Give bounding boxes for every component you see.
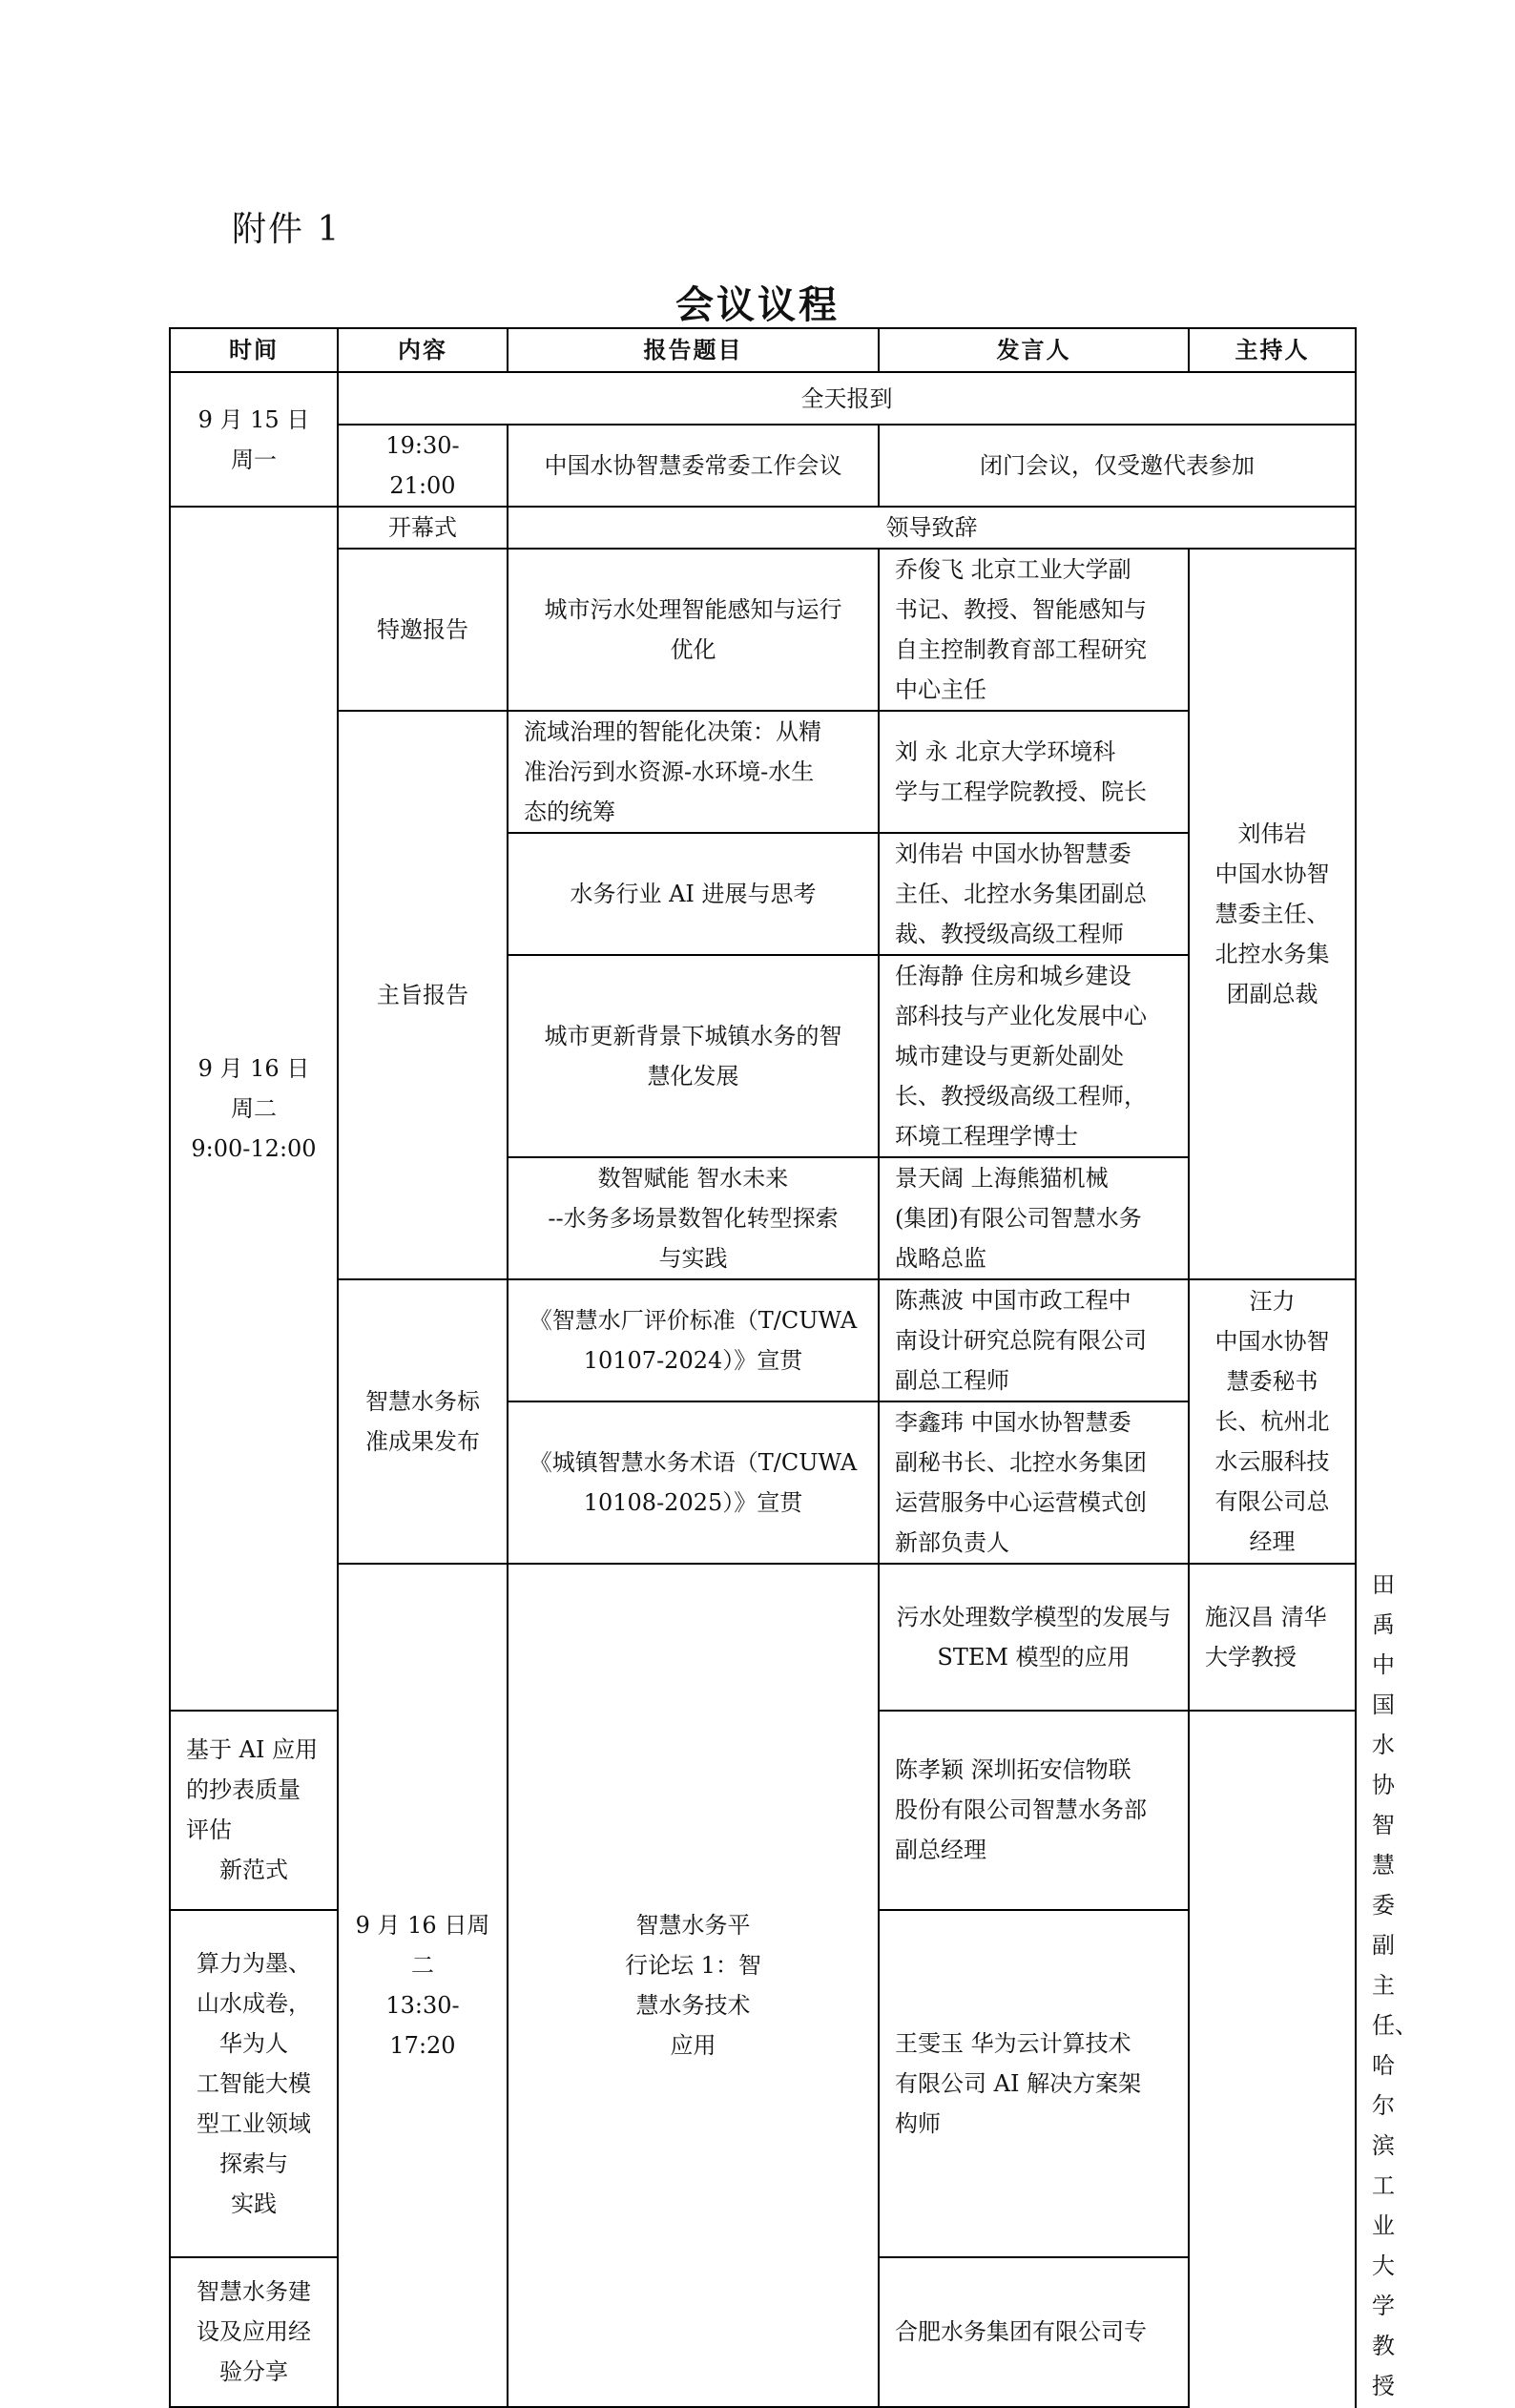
- topic-cell: [508, 833, 879, 955]
- speaker-cell: [879, 1910, 1189, 2257]
- speaker-line: 中心主任: [895, 676, 986, 703]
- topic-cell: [170, 1910, 338, 2257]
- speaker-line: 学与工程学院教授、院长: [895, 778, 1147, 805]
- topic-cell: [508, 1279, 879, 1401]
- speaker-line: 合肥水务集团有限公司专: [895, 2318, 1147, 2346]
- speaker-line: 城市建设与更新处副处: [895, 1043, 1124, 1069]
- topic-cell: [170, 2257, 338, 2407]
- topic-line: 优化: [670, 636, 716, 663]
- label-line: 行论坛 1：智: [625, 1952, 761, 1979]
- topic-cell: [508, 549, 879, 711]
- speaker-cell: [1189, 1564, 1356, 1711]
- topic-line: 智慧水务建设及应用经验分享: [197, 2278, 311, 2386]
- speaker-line: 乔俊飞 北京工业大学副: [895, 556, 1131, 583]
- speaker-line: 环境工程理学博士: [895, 1123, 1078, 1150]
- topic-cell: [508, 711, 879, 833]
- speaker-line: 书记、教授、智能感知与: [895, 596, 1147, 623]
- speaker-line: 部科技与产业化发展中心: [895, 1003, 1147, 1029]
- standards-label-cell: [338, 1279, 508, 1564]
- speaker-line: 主任、北控水务集团副总: [895, 881, 1147, 907]
- table-row: [170, 711, 1356, 833]
- label-line: 慧水务技术: [635, 1992, 751, 2019]
- host-line: 汪力: [1249, 1288, 1296, 1315]
- host-line: 中国水协智: [1214, 1328, 1330, 1355]
- topic-line: 《城镇智慧水务术语（T/CUWA: [529, 1449, 858, 1476]
- speaker-line: 李鑫玮 中国水协智慧委: [895, 1409, 1131, 1436]
- topic-line: STEM 模型的应用: [937, 1643, 1131, 1671]
- speaker-line: 刘伟岩 中国水协智慧委: [895, 841, 1131, 867]
- table-row: [170, 425, 1356, 507]
- date-line: 周一: [231, 446, 277, 473]
- day2-morning-date-cell: [170, 507, 338, 1711]
- host-line: 经理: [1249, 1528, 1296, 1555]
- topic-line: 态的统筹: [524, 799, 615, 825]
- keynote-label-cell: 主旨报告: [338, 711, 508, 1279]
- speaker-line: 股份有限公司智慧水务部: [895, 1796, 1147, 1824]
- meeting-time-cell: 19:30-21:00: [338, 425, 508, 507]
- speaker-line: 副总工程师: [895, 1367, 1009, 1394]
- col-header-topic: 报告题目: [508, 328, 879, 372]
- opening-label-cell: 开幕式: [338, 507, 508, 549]
- attachment-label: 附件 1: [232, 210, 342, 249]
- speaker-cell: [879, 833, 1189, 955]
- meeting-note-cell: 闭门会议，仅受邀代表参加: [879, 425, 1356, 507]
- topic-line: 与实践: [658, 1245, 728, 1272]
- speaker-line: 施汉昌 清华大学教授: [1205, 1603, 1327, 1671]
- topic-cell: [508, 1401, 879, 1564]
- topic-line: 实践: [231, 2190, 277, 2217]
- speaker-line: (集团)有限公司智慧水务: [895, 1205, 1142, 1232]
- label-line: 准成果发布: [365, 1428, 480, 1455]
- date-line: 周二: [231, 1094, 277, 1122]
- table-row: [170, 372, 1356, 425]
- speaker-line: 陈燕波 中国市政工程中: [895, 1287, 1131, 1314]
- speaker-line: 副总经理: [895, 1837, 986, 1864]
- topic-line: 城市污水处理智能感知与运行: [544, 596, 842, 623]
- date-line: 9:00-12:00: [191, 1134, 317, 1162]
- col-header-time: 时间: [170, 328, 338, 372]
- speaker-cell: [879, 2257, 1189, 2407]
- table-row: 9 月 16 日周 二 13:30-17:20 智慧水务平 行论坛 1：智 慧水务技术 应用 污水处理数学模型的发展与 STEM 模型的应用 施汉昌 清华大学教授 田禹 中国水协智 慧委副主 任、哈尔滨 工业大学教 授: [170, 1564, 1356, 1711]
- host-line: 团副总裁: [1226, 981, 1318, 1007]
- topic-line: 工智能大模型工业领域探索与: [197, 2069, 311, 2177]
- host-line: 北控水务集: [1214, 941, 1330, 967]
- forum-label-cell: [508, 1564, 879, 2407]
- date-line: 二: [411, 1952, 434, 1979]
- speaker-line: 南设计研究总院有限公司: [895, 1327, 1147, 1354]
- col-header-speaker: 发言人: [879, 328, 1189, 372]
- host-cell: [1189, 549, 1356, 1279]
- speaker-cell: [879, 955, 1189, 1157]
- date-line: 9 月 16 日: [197, 1054, 310, 1082]
- host-line: 有限公司总: [1214, 1488, 1330, 1515]
- label-line: 智慧水务标: [365, 1388, 480, 1415]
- topic-line: 《智慧水厂评价标准（T/CUWA: [529, 1307, 858, 1334]
- host-cell: [1189, 1279, 1356, 1564]
- speaker-cell: [879, 549, 1189, 711]
- table-row: [170, 549, 1356, 711]
- speaker-cell: [879, 1711, 1189, 1910]
- speaker-line: 王雯玉 华为云计算技术: [895, 2029, 1131, 2057]
- topic-cell: [170, 1711, 338, 1910]
- table-row: [170, 507, 1356, 549]
- speaker-line: 自主控制教育部工程研究: [895, 636, 1147, 663]
- speaker-line: 运营服务中心运营模式创: [895, 1489, 1147, 1516]
- topic-line: 流域治理的智能化决策：从精: [524, 718, 821, 745]
- label-line: 智慧水务平: [635, 1912, 751, 1939]
- date-line: 9 月 16 日周: [355, 1912, 490, 1939]
- speaker-cell: [879, 1157, 1189, 1279]
- host-line: 水云服科技: [1214, 1448, 1330, 1475]
- host-line: 刘伟岩: [1237, 820, 1307, 847]
- topic-line: 数智赋能 智水未来: [597, 1165, 789, 1192]
- special-report-label-cell: 特邀报告: [338, 549, 508, 711]
- topic-line: 准治污到水资源-水环境-水生: [524, 758, 815, 785]
- speaker-line: 裁、教授级高级工程师: [895, 921, 1124, 947]
- host-line: 中国水协智: [1214, 861, 1330, 887]
- topic-line: 污水处理数学模型的发展与: [896, 1603, 1172, 1630]
- speaker-line: 景天阔 上海熊猫机械: [895, 1165, 1109, 1192]
- col-header-content: 内容: [338, 328, 508, 372]
- meeting-title-cell: 中国水协智慧委常委工作会议: [508, 425, 879, 507]
- host-line: 慧委主任、: [1214, 901, 1330, 927]
- speaker-line: 有限公司 AI 解决方案架: [895, 2069, 1142, 2097]
- opening-content-cell: 领导致辞: [508, 507, 1356, 549]
- speaker-line: 新部负责人: [895, 1529, 1009, 1556]
- topic-line: 慧化发展: [647, 1063, 739, 1090]
- host-line: 慧委秘书: [1226, 1368, 1318, 1395]
- speaker-line: 任海静 住房和城乡建设: [895, 963, 1131, 989]
- host-line: 长、杭州北: [1214, 1408, 1330, 1435]
- date-line: 13:30-17:20: [385, 1992, 460, 2059]
- speaker-line: 长、教授级高级工程师，: [895, 1083, 1147, 1110]
- topic-line: 城市更新背景下城镇水务的智: [544, 1023, 842, 1049]
- speaker-line: 陈孝颖 深圳拓安信物联: [895, 1756, 1131, 1784]
- topic-line: 水务行业 AI 进展与思考: [570, 881, 817, 907]
- speaker-line: 构师: [895, 2109, 941, 2137]
- topic-line: --水务多场景数智化转型探索: [548, 1205, 839, 1232]
- topic-cell: [508, 1157, 879, 1279]
- speaker-cell: [879, 1401, 1189, 1564]
- speaker-line: 副秘书长、北控水务集团: [895, 1449, 1147, 1476]
- speaker-line: 战略总监: [895, 1245, 986, 1272]
- topic-line: 10108-2025）》宣贯: [583, 1489, 803, 1516]
- speaker-line: 刘 永 北京大学环境科: [895, 738, 1116, 765]
- speaker-cell: [879, 711, 1189, 833]
- col-header-host: 主持人: [1189, 328, 1356, 372]
- topic-line: 10107-2024）》宣贯: [583, 1347, 803, 1374]
- day1-date-cell: [170, 372, 338, 507]
- page-title: 会议议程: [675, 282, 840, 327]
- table-header-row: [170, 328, 1356, 372]
- topic-line: 基于 AI 应用的抄表质量评估: [186, 1736, 319, 1844]
- label-line: 应用: [670, 2032, 716, 2059]
- day2-afternoon-date-cell: [338, 1564, 508, 2407]
- speaker-cell: [879, 1279, 1189, 1401]
- registration-cell: 全天报到: [338, 372, 1356, 425]
- table-row: [170, 1279, 1356, 1401]
- topic-cell: [879, 1564, 1189, 1711]
- topic-line: 算力为墨、山水成卷，华为人: [197, 1949, 311, 2057]
- agenda-table: [169, 327, 1418, 2408]
- topic-cell: [508, 955, 879, 1157]
- date-line: 9 月 15 日: [197, 405, 310, 433]
- topic-line: 新范式: [219, 1857, 288, 1884]
